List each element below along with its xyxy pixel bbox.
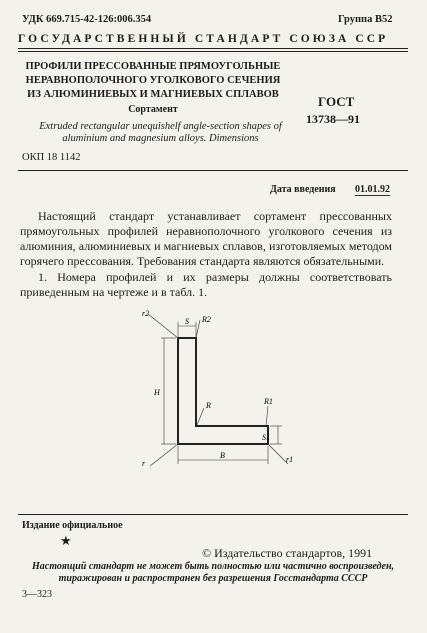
label-B: B bbox=[220, 451, 225, 460]
english-title-line-2: aluminium and magnesium alloys. Dimensions bbox=[62, 133, 259, 144]
official-edition-label: Издание официальное bbox=[22, 520, 123, 531]
label-H: H bbox=[154, 388, 160, 397]
title-line-1: ПРОФИЛИ ПРЕССОВАННЫЕ ПРЯМОУГОЛЬНЫЕ bbox=[25, 61, 281, 72]
footer-rule bbox=[18, 514, 408, 515]
reproduction-notice bbox=[18, 561, 408, 585]
udk-code: УДК 669.715-42-126:006.354 bbox=[22, 14, 152, 25]
label-r2: r2 bbox=[142, 309, 150, 318]
label-R2: R2 bbox=[202, 315, 211, 324]
label-R: R bbox=[206, 401, 211, 410]
english-title-line-1: Extruded rectangular unequishelf angle-section shapes of bbox=[39, 121, 282, 132]
gost-label: ГОСТ bbox=[318, 94, 355, 109]
label-r-left: r bbox=[142, 459, 146, 468]
angle-profile-drawing bbox=[140, 300, 300, 470]
header-rule bbox=[18, 48, 408, 49]
gost-number: 13738—91 bbox=[306, 112, 360, 126]
header-rule-2 bbox=[18, 51, 408, 52]
copyright-line: © Издательство стандартов, 1991 bbox=[202, 546, 373, 560]
section-rule bbox=[18, 170, 408, 171]
group-code: Группа В52 bbox=[338, 14, 393, 25]
title-line-3: ИЗ АЛЮМИНИЕВЫХ И МАГНИЕВЫХ СПЛАВОВ bbox=[27, 89, 279, 100]
document-title bbox=[22, 60, 284, 102]
star-icon: ★ bbox=[60, 533, 72, 548]
english-title bbox=[18, 121, 303, 145]
label-r1: r1 bbox=[286, 455, 294, 464]
effective-date-label: Дата введения bbox=[270, 184, 336, 195]
okp-code: ОКП 18 1142 bbox=[22, 152, 81, 163]
label-S1: S1 bbox=[262, 433, 270, 442]
notice-line-2: тиражирован и распространен без разрешения Госстандарта СССР bbox=[58, 573, 368, 584]
print-code: 3—323 bbox=[22, 589, 52, 600]
label-s-top: S bbox=[185, 317, 189, 326]
document-subtitle: Сортамент bbox=[128, 104, 178, 115]
notice-line-1: Настоящий стандарт не может быть полностью или частично воспроизведен, bbox=[31, 561, 394, 572]
effective-date-value: 01.01.92 bbox=[355, 184, 390, 195]
label-R1: R1 bbox=[264, 397, 273, 406]
state-standard-heading: ГОСУДАРСТВЕННЫЙ СТАНДАРТ СОЮЗА ССР bbox=[18, 33, 389, 45]
paragraph-intro: Настоящий стандарт устанавливает сортамент прессованных прямоугольных профилей неравнополочного уголкового сечения из алюминия, алюминиевых и магниевых сплавов, изготовляемых методом горячего прессования. Требования стандарта являются обязательными. bbox=[20, 209, 392, 268]
paragraph-clause-1: 1. Номера профилей и их размеры должны соответствовать приведенным на чертеже и в табл. 1. bbox=[20, 270, 392, 299]
profile-outline bbox=[178, 338, 268, 444]
title-line-2: НЕРАВНОПОЛОЧНОГО УГОЛКОВОГО СЕЧЕНИЯ bbox=[25, 75, 281, 86]
